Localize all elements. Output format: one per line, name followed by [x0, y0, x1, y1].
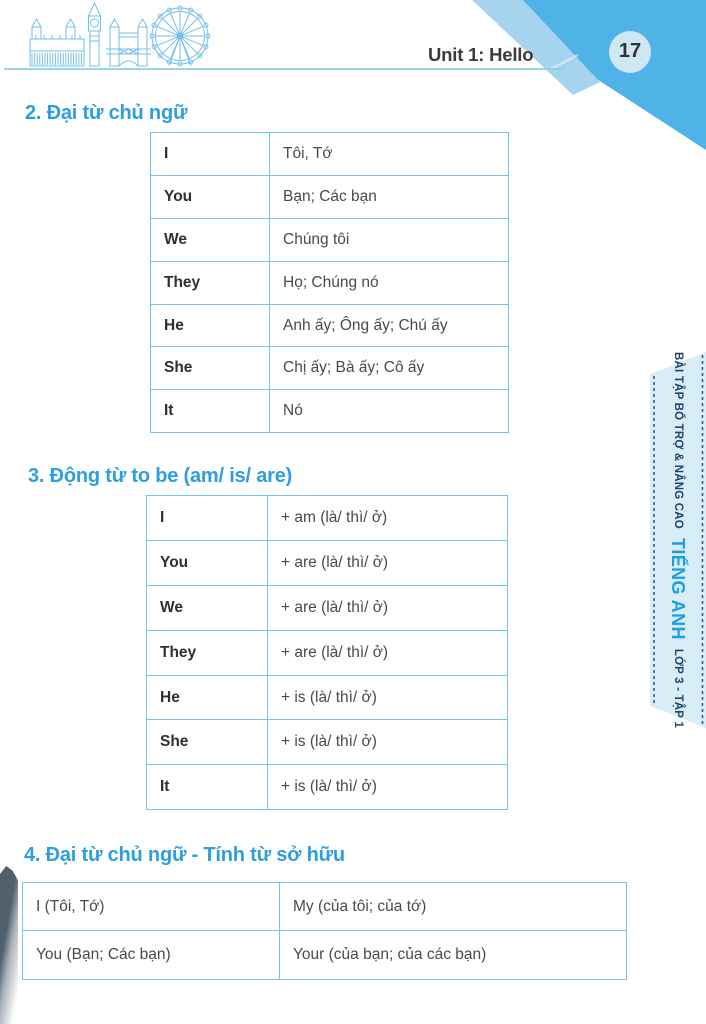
meaning-cell: Chúng tôi — [270, 218, 509, 261]
ribbon-book-title: TIẾNG ANH — [668, 537, 689, 640]
subject-pronouns-table — [150, 132, 509, 433]
term-cell: You (Bạn; Các bạn) — [23, 931, 280, 979]
page-curl-shadow — [0, 866, 18, 1024]
meaning-cell: + is (là/ thì/ ở) — [268, 720, 508, 765]
meaning-cell: Nó — [270, 390, 509, 433]
table-row — [151, 347, 509, 390]
section-heading-verb-to-be: 3. Động từ to be (am/ is/ are) — [28, 465, 293, 487]
term-cell: It — [147, 765, 268, 810]
term-cell: I — [151, 133, 270, 176]
table-row — [147, 585, 508, 630]
section-heading-possessive-adjectives: 4. Đại từ chủ ngữ - Tính từ sở hữu — [24, 844, 345, 866]
term-cell: She — [151, 347, 270, 390]
meaning-cell: + is (là/ thì/ ở) — [268, 765, 508, 810]
london-skyline-icon — [22, 1, 212, 69]
header-rule — [4, 68, 564, 70]
table-row — [23, 883, 627, 931]
term-cell: He — [147, 675, 268, 720]
table-row — [23, 931, 627, 979]
meaning-cell: + are (là/ thì/ ở) — [268, 585, 508, 630]
table-row — [151, 261, 509, 304]
page-number: 17 — [618, 40, 642, 62]
term-cell: I (Tôi, Tớ) — [23, 883, 280, 931]
meaning-cell: + is (là/ thì/ ở) — [268, 675, 508, 720]
section-heading-subject-pronouns: 2. Đại từ chủ ngữ — [25, 102, 188, 124]
table-row — [151, 304, 509, 347]
meaning-cell: Bạn; Các bạn — [270, 175, 509, 218]
possessive-adjectives-table — [22, 882, 627, 980]
table-row — [147, 630, 508, 675]
term-cell: He — [151, 304, 270, 347]
table-row — [151, 390, 509, 433]
table-row — [151, 218, 509, 261]
term-cell: They — [147, 630, 268, 675]
meaning-cell: Họ; Chúng nó — [270, 261, 509, 304]
meaning-cell: + am (là/ thì/ ở) — [268, 496, 508, 541]
table-row — [147, 496, 508, 541]
term-cell: We — [151, 218, 270, 261]
table-row — [147, 540, 508, 585]
table-row — [147, 675, 508, 720]
unit-title: Unit 1: Hello — [428, 44, 534, 65]
term-cell: It — [151, 390, 270, 433]
table-row — [151, 133, 509, 176]
meaning-cell: Anh ấy; Ông ấy; Chú ấy — [270, 304, 509, 347]
table-row — [151, 175, 509, 218]
term-cell: I — [147, 496, 268, 541]
term-cell: She — [147, 720, 268, 765]
term-cell: You — [151, 175, 270, 218]
term-cell: We — [147, 585, 268, 630]
table-row — [147, 765, 508, 810]
book-edge-ribbon — [650, 348, 706, 732]
verb-to-be-table — [146, 495, 508, 810]
ribbon-series-label: BÀI TẬP BỔ TRỢ & NÂNG CAO — [672, 352, 684, 529]
meaning-cell: My (của tôi; của tớ) — [280, 883, 627, 931]
term-cell: You — [147, 540, 268, 585]
meaning-cell: Tôi, Tớ — [270, 133, 509, 176]
meaning-cell: Chị ấy; Bà ấy; Cô ấy — [270, 347, 509, 390]
ribbon-grade-label: LỚP 3 - TẬP 1 — [672, 648, 684, 728]
meaning-cell: + are (là/ thì/ ở) — [268, 630, 508, 675]
meaning-cell: + are (là/ thì/ ở) — [268, 540, 508, 585]
term-cell: They — [151, 261, 270, 304]
meaning-cell: Your (của bạn; của các bạn) — [280, 931, 627, 979]
table-row — [147, 720, 508, 765]
